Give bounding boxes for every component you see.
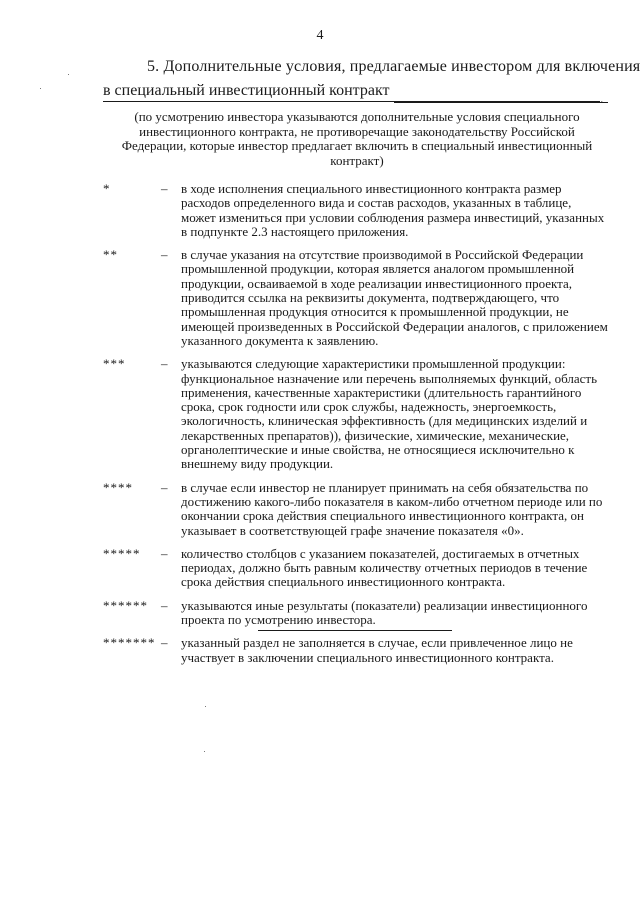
footnote-marker: ****** xyxy=(103,597,148,613)
footnote-item xyxy=(103,547,608,590)
footnote-dash: – xyxy=(161,356,168,372)
footnote-marker: ***** xyxy=(103,545,141,561)
footnotes-list xyxy=(103,182,608,674)
footnote-marker: **** xyxy=(103,479,133,495)
heading-line-2-text: в специальный инвестиционный контракт xyxy=(103,82,390,99)
footnote-dash: – xyxy=(161,635,168,651)
footnote-marker: *** xyxy=(103,356,126,372)
footnote-text: указанный раздел не заполняется в случае, если привлеченное лицо не участвует в заключении специального инвестиционного контракта. xyxy=(181,635,573,665)
heading-line-1: 5. Дополнительные условия, предлагаемые инвестором для включения xyxy=(147,58,640,75)
heading-line-2 xyxy=(103,79,608,103)
scan-speck xyxy=(68,74,69,75)
fill-in-line-full xyxy=(103,101,600,102)
scan-speck xyxy=(40,88,41,89)
footnote-item xyxy=(103,481,608,538)
footnote-text: указываются следующие характеристики промышленной продукции: функциональное назначение или перечень выполняемых функций, область применения, качественные характеристики (длительность гарантийного срока, срок годности или срок службы, надежность, энергоемкость, экологичность, клиническая эффективность (для медицинских изделий и лекарственных препаратов)), физические, химические, механические, органолептические и иные свойства, не относящиеся исключительно к внешнему виду продукции. xyxy=(181,356,597,472)
closing-divider xyxy=(258,630,452,631)
footnote-dash: – xyxy=(161,247,168,263)
line-end-mark: . xyxy=(600,92,604,107)
scan-speck xyxy=(204,751,205,752)
page-number: 4 xyxy=(316,28,324,43)
footnote-marker: ** xyxy=(103,247,118,263)
footnote-dash: – xyxy=(161,181,168,196)
footnote-item xyxy=(103,182,608,239)
field-explanation: (по усмотрению инвестора указываются дополнительные условия специального инвестиционного контракта, не противоречащие законодательству Российской Федерации, которые инвестор предлагает включить в специальный инвестиционный контракт) xyxy=(121,109,593,168)
footnote-marker: ******* xyxy=(103,635,156,651)
section-heading xyxy=(103,55,640,103)
footnote-dash: – xyxy=(161,597,168,613)
footnote-marker: * xyxy=(103,181,111,196)
footnote-dash: – xyxy=(161,545,168,561)
footnote-item xyxy=(103,636,608,665)
scan-speck xyxy=(205,706,206,707)
footnote-item xyxy=(103,357,608,471)
footnote-text: количество столбцов с указанием показателей, достигаемых в отчетных периодах, должно быть равным количеству отчетных периодов в течение срока действия специального инвестиционного контракта. xyxy=(181,545,588,590)
footnote-item xyxy=(103,248,608,348)
footnote-dash: – xyxy=(161,479,168,495)
footnote-text: указываются иные результаты (показатели) реализации инвестиционного проекта по усмотрению инвестора. xyxy=(181,597,588,628)
footnote-item xyxy=(103,599,608,628)
footnote-text: в ходе исполнения специального инвестиционного контракта размер расходов определенного вида и состав расходов, указанных в таблице, может измениться при условии соблюдения размера инвестиций, указанных в подпункте 2.3 настоящего приложения. xyxy=(181,181,605,239)
footnote-text: в случае если инвестор не планирует принимать на себя обязательства по достижению какого-либо показателя в каком-либо отчетном периоде или по окончании срока действия специального инвестиционного контракта, он указывает в соответствующей графе значение показателя «0». xyxy=(181,479,603,538)
footnote-text: в случае указания на отсутствие производимой в Российской Федерации промышленной продукции, которая является аналогом промышленной продукции, осваиваемой в ходе реализации инвестиционного проекта, приводится ссылка на реквизиты документа, подтверждающего, что промышленная продукция относится к промышленной продукции, не имеющей произведенных в Российской Федерации аналогов, с приложением указанного документа к заявлению. xyxy=(181,247,608,348)
